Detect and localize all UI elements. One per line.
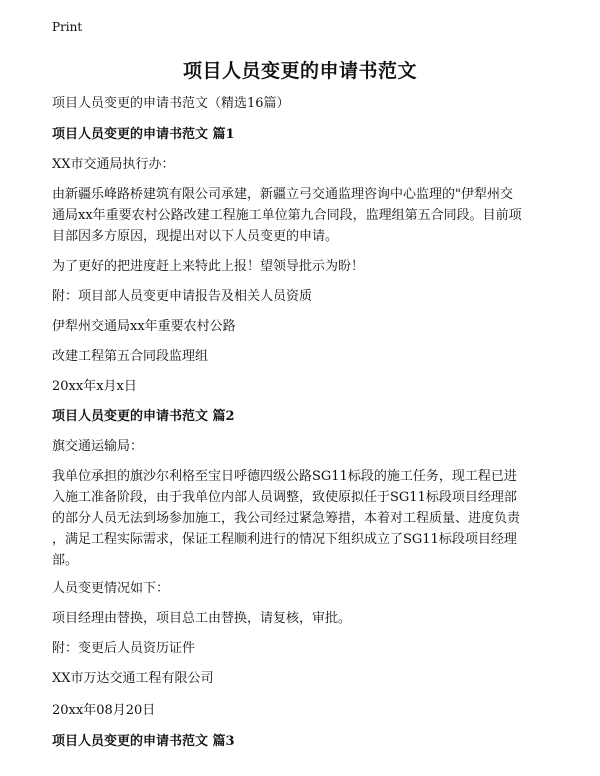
- company-name: XX市万达交通工程有限公司: [52, 671, 214, 686]
- paragraph-2: 为了更好的把进度赶上来特此上报！望领导批示为盼！: [52, 259, 365, 274]
- date-1: 20xx年x月x日: [52, 379, 137, 394]
- signature-line-2: 改建工程第五合同段监理组: [52, 349, 209, 364]
- paragraph-3-line-4: ，满足工程实际需求，保证工程顺利进行的情况下组织成立了SG11标段项目经理: [52, 532, 517, 547]
- paragraph-3-line-2: 入施工准备阶段，由于我单位内部人员调整，致使原拟任于SG11标段项目经理部: [52, 490, 517, 505]
- print-label: Print: [52, 20, 83, 34]
- paragraph-4: 人员变更情况如下：: [52, 581, 170, 596]
- paragraph-1-line-1: 由新疆乐峰路桥建筑有限公司承建，新疆立弓交通监理咨询中心监理的"伊犁州交: [52, 187, 513, 202]
- signature-line-1: 伊犁州交通局xx年重要农村公路: [52, 319, 236, 334]
- attachment-1: 附：项目部人员变更申请报告及相关人员资质: [52, 289, 313, 304]
- paragraph-3-line-3: 的部分人员无法到场参加施工，我公司经过紧急筹措，本着对工程质量、进度负责: [52, 511, 521, 526]
- intro-text: 项目人员变更的申请书范文（精选16篇）: [52, 96, 290, 111]
- page-title: 项目人员变更的申请书范文: [182, 60, 417, 82]
- section-heading-1: 项目人员变更的申请书范文 篇1: [52, 127, 235, 142]
- date-2: 20xx年08月20日: [52, 703, 156, 718]
- paragraph-1-line-2: 通局xx年重要农村公路改建工程施工单位第九合同段，监理组第五合同段。目前项: [52, 208, 522, 223]
- paragraph-3-line-5: 部。: [52, 553, 79, 568]
- paragraph-5: 项目经理由替换，项目总工由替换，请复核，审批。: [52, 611, 352, 626]
- paragraph-1-line-3: 目部因多方原因，现提出对以下人员变更的申请。: [52, 229, 339, 244]
- greeting-2: 旗交通运输局：: [52, 439, 144, 454]
- paragraph-3-line-1: 我单位承担的旗沙尔利格至宝日呼德四级公路SG11标段的施工任务，现工程已进: [52, 469, 517, 484]
- attachment-2: 附：变更后人员资历证件: [52, 641, 196, 656]
- greeting-1: XX市交通局执行办：: [52, 157, 175, 172]
- section-heading-3: 项目人员变更的申请书范文 篇3: [52, 734, 235, 749]
- section-heading-2: 项目人员变更的申请书范文 篇2: [52, 409, 235, 424]
